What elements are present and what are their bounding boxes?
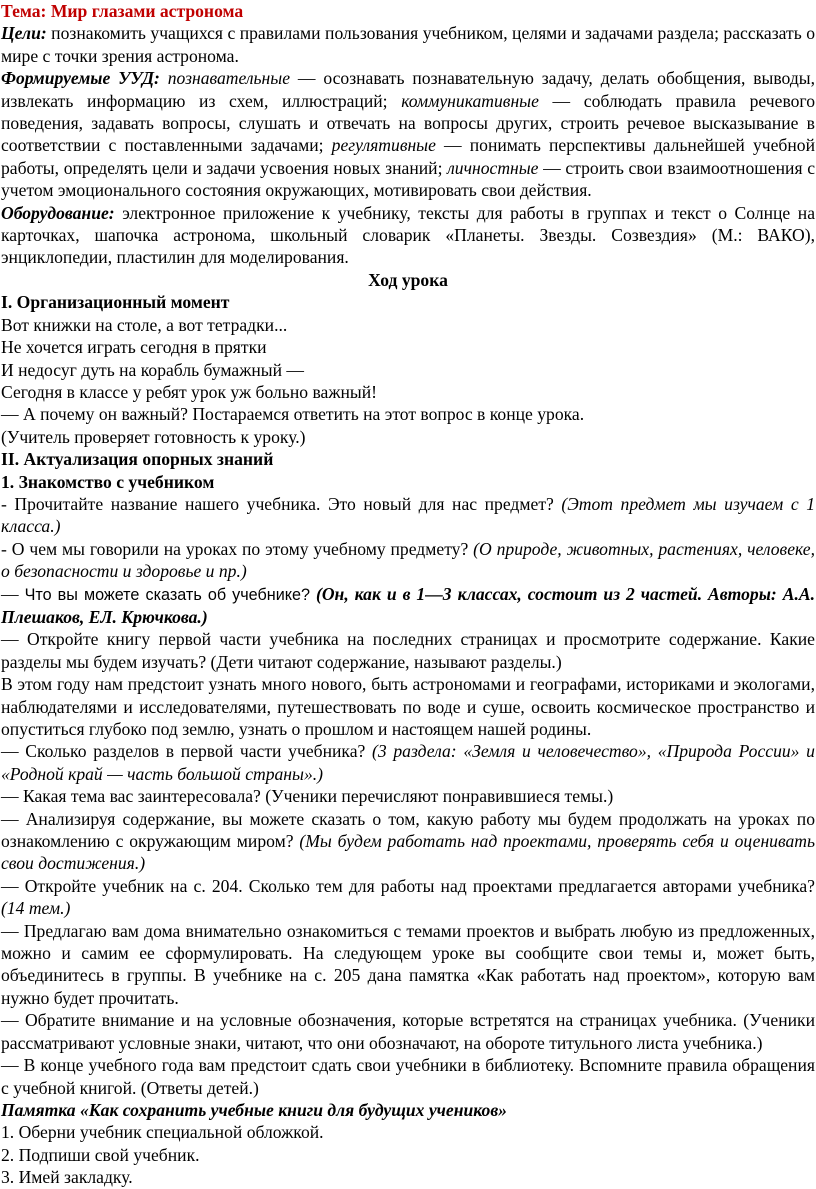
poem-line: Не хочется играть сегодня в прятки (1, 337, 267, 358)
paragraph (0, 740, 816, 785)
question-text: Что вы можете сказать об учебнике? (24, 585, 311, 604)
paragraph: — Обратите внимание и на условные обозначения, которые встретятся на страницах учебника. (Ученики рассматривают условные знаки, читают, что они обозначают, на обороте титульного листа учебника.) (1, 1010, 815, 1053)
dash: — (1, 583, 25, 604)
section1-question: — А почему он важный? Постараемся ответить на этот вопрос в конце урока. (1, 404, 585, 425)
question-text: - Прочитайте название нашего учебника. Это новый для нас предмет? (1, 493, 562, 514)
answer-text: (Этот предмет мы изучаем с 1 класса.) (1, 493, 815, 537)
goals-text: познакомить учащихся с правилами пользования учебником, целями и задачами раздела; рассказать о мире с точки зрения астронома. (1, 23, 815, 66)
equipment-label: Оборудование: (1, 202, 115, 223)
memo-item: 1. Оберни учебник специальной обложкой. (1, 1122, 324, 1143)
paragraph: — Откройте книгу первой части учебника на последних страницах и просмотрите содержание. Какие разделы мы будем изучать? (Дети читают содержание, называют разделы.) (1, 629, 815, 672)
question-text: — Анализируя содержание, вы можете сказать о том, какую работу мы будем продолжать на уроках по ознакомлению с окружающим миром? (1, 808, 815, 852)
uud-personal-text: — строить свои взаимоотношения с учетом эмоционального состояния окружающих, мотивировать свои действия. (1, 157, 815, 201)
topic-label: Тема: (1, 1, 47, 21)
memo-title: Памятка «Как сохранить учебные книги для будущих учеников» (1, 1099, 507, 1120)
paragraph: — Предлагаю вам дома внимательно ознакомиться с темами проектов и выбрать любую из предложенных, можно и самим ее сформулировать. На следующем уроке вы сообщите свои темы и, может быть, объединитесь в группы. В учебнике на с. 205 дана памятка «Как работать над проектом», которую вам нужно будет прочитать. (1, 920, 815, 1008)
paragraph (0, 493, 816, 538)
paragraph (0, 808, 816, 875)
poem-line: Сегодня в классе у ребят урок уж больно важный! (1, 381, 377, 402)
answer-text: (О природе, животных, растениях, человеке, о безопасности и здоровье и пр.) (1, 538, 816, 582)
question-text: — Откройте учебник на с. 204. Сколько тем для работы над проектами предлагается авторами учебника? (1, 875, 815, 896)
section2-subheading: 1. Знакомство с учебником (1, 471, 215, 492)
uud-regulative-text: — понимать перспективы дальнейшей учебной работы, определять цели и задачи усвоения новых знаний; (1, 135, 815, 178)
question-text: - О чем мы говорили на уроках по этому учебному предмету? (1, 538, 474, 559)
uud-cognitive-text: — осознавать познавательную задачу, делать обобщения, выводы, извлекать информацию из схем, иллюстраций; (1, 68, 815, 111)
paragraph: В этом году нам предстоит узнать много нового, быть астрономами и географами, историками и экологами, наблюдателями и исследователями, путешествовать по воде и суше, освоить космическое пространство и опуститься глубоко под землю, узнать о прошлом и настоящем нашей родины. (1, 674, 815, 739)
section2-heading: II. Актуализация опорных знаний (1, 449, 274, 470)
section1-heading: I. Организационный момент (1, 292, 230, 313)
poem-line: Вот книжки на столе, а вот тетрадки... (1, 314, 288, 335)
uud-personal-label: личностные (447, 157, 539, 178)
poem-line: И недосуг дуть на корабль бумажный — (1, 359, 304, 380)
lesson-heading: Ход урока (368, 269, 448, 290)
uud-paragraph (0, 67, 816, 201)
uud-communicative-text: — соблюдать правила речевого поведения, задавать вопросы, слушать и отвечать на вопросы других, строить речевое высказывание в соответствии с поставленными задачами; (1, 90, 816, 156)
paragraph: — Какая тема вас заинтересовала? (Ученики перечисляют понравившиеся темы.) (1, 786, 614, 807)
answer-text: (Он, как и в 1—3 классах, состоит из 2 частей. Авторы: А.А. Плешаков, ЕЛ. Крючкова.) (1, 583, 815, 627)
question-text: — Сколько разделов в первой части учебника? (1, 741, 373, 762)
paragraph (0, 583, 816, 629)
uud-communicative-label: коммуникативные (401, 90, 539, 111)
answer-text: (3 раздела: «Земля и человечество», «Природа России» и «Родной край — часть большой страны».) (1, 741, 815, 784)
paragraph: — В конце учебного года вам предстоит сдать свои учебники в библиотеку. Вспомните правила обращения с учебной книгой. (Ответы детей.) (1, 1055, 815, 1098)
uud-cognitive-label: познавательные (167, 68, 291, 89)
topic-value: Мир глазами астронома (50, 1, 244, 21)
answer-text: (Мы будем работать над проектами, проверять себя и оценивать свои достижения.) (1, 831, 815, 874)
goals-paragraph (0, 22, 816, 67)
memo-item: 3. Имей закладку. (1, 1167, 133, 1188)
paragraph (0, 875, 816, 920)
equipment-paragraph (0, 202, 816, 269)
memo-item: 2. Подпиши свой учебник. (1, 1144, 200, 1165)
paragraph (0, 538, 816, 583)
equipment-text: электронное приложение к учебнику, тексты для работы в группах и текст о Солнце на карточках, шапочка астронома, школьный словарик «Планеты. Звезды. Созвездия» (М.: ВАКО), энциклопедии, пластилин для моделирования. (1, 202, 815, 268)
goals-label: Цели: (1, 23, 47, 44)
uud-label: Формируемые УУД: (1, 68, 160, 89)
topic-line (0, 0, 816, 22)
section1-note: (Учитель проверяет готовность к уроку.) (1, 426, 306, 447)
uud-regulative-label: регулятивные (331, 135, 436, 156)
answer-text: (14 тем.) (1, 898, 71, 919)
